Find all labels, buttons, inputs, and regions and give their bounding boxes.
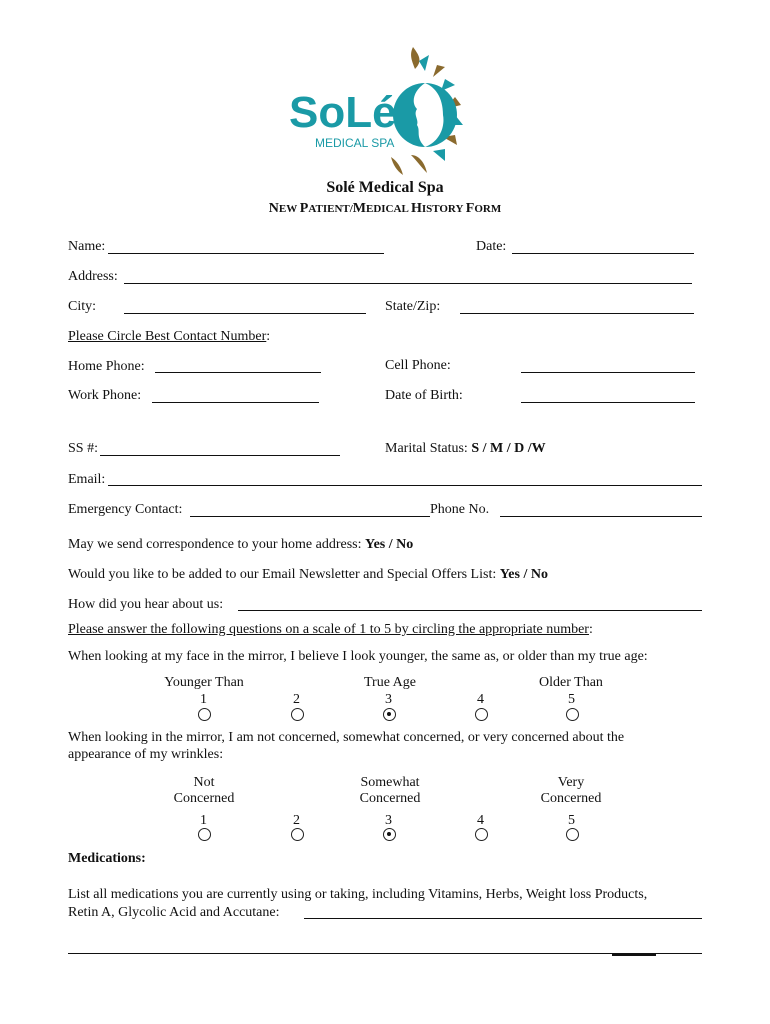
hear-about-label: How did you hear about us: <box>68 597 224 612</box>
phone-no-label: Phone No. <box>430 502 490 517</box>
question-2-line-2: appearance of my wrinkles: <box>68 747 224 762</box>
ss-field[interactable] <box>100 455 340 456</box>
email-label: Email: <box>68 472 106 487</box>
logo-sub-text: MEDICAL SPA <box>315 136 395 150</box>
q2-label-very: Very Concerned <box>540 775 602 806</box>
home-phone-field[interactable] <box>155 372 321 373</box>
newsletter-options[interactable]: Yes / No <box>499 567 548 582</box>
q1-number-4: 4 <box>477 692 484 707</box>
q1-number-3: 3 <box>385 692 392 707</box>
logo <box>285 45 485 180</box>
dob-label: Date of Birth: <box>385 388 463 403</box>
form-subtitle: NEW PATIENT/MEDICAL HISTORY FORM <box>268 201 502 216</box>
scale-prompt: Please answer the following questions on a scale of 1 to 5 by circling the appropriate number: <box>68 622 593 637</box>
correspondence-options[interactable]: Yes / No <box>365 537 414 552</box>
emergency-contact-label: Emergency Contact: <box>68 502 183 517</box>
state-zip-field[interactable] <box>460 313 694 314</box>
q2-radio-4[interactable] <box>475 828 488 841</box>
q1-number-1: 1 <box>200 692 207 707</box>
address-label: Address: <box>68 269 118 284</box>
q1-label-younger: Younger Than <box>164 675 244 690</box>
q2-number-3: 3 <box>385 813 392 828</box>
logo-brand-text: SoLé <box>289 88 397 137</box>
q2-label-somewhat: Somewhat Concerned <box>359 775 421 806</box>
medications-field-2[interactable] <box>68 953 702 954</box>
q1-radio-1[interactable] <box>198 708 211 721</box>
name-label: Name: <box>68 239 106 254</box>
phone-no-field[interactable] <box>500 516 702 517</box>
q1-label-true-age: True Age <box>364 675 416 690</box>
work-phone-label: Work Phone: <box>68 388 142 403</box>
sun-face-logo-icon <box>285 45 485 180</box>
q1-number-5: 5 <box>568 692 575 707</box>
medications-instructions-1: List all medications you are currently using or taking, including Vitamins, Herbs, Weight loss Products, <box>68 887 648 902</box>
city-label: City: <box>68 299 97 314</box>
q2-number-4: 4 <box>477 813 484 828</box>
q1-radio-2[interactable] <box>291 708 304 721</box>
work-phone-field[interactable] <box>152 402 319 403</box>
q2-number-1: 1 <box>200 813 207 828</box>
q2-label-not-concerned: Not Concerned <box>173 775 235 806</box>
dob-field[interactable] <box>521 402 695 403</box>
contact-prompt: Please Circle Best Contact Number: <box>68 329 271 344</box>
city-field[interactable] <box>124 313 366 314</box>
name-field[interactable] <box>108 253 384 254</box>
newsletter-question: Would you like to be added to our Email Newsletter and Special Offers List: Yes / No <box>68 567 548 582</box>
email-field[interactable] <box>108 485 702 486</box>
ss-label: SS #: <box>68 441 98 456</box>
q2-number-5: 5 <box>568 813 575 828</box>
address-field[interactable] <box>124 283 692 284</box>
marital-status: Marital Status: S / M / D /W <box>385 441 546 456</box>
q2-number-2: 2 <box>293 813 300 828</box>
state-zip-label: State/Zip: <box>385 299 441 314</box>
hear-about-field[interactable] <box>238 610 702 611</box>
cell-phone-label: Cell Phone: <box>385 358 451 373</box>
question-1: When looking at my face in the mirror, I believe I look younger, the same as, or older than my true age: <box>68 649 648 664</box>
marital-options[interactable]: S / M / D /W <box>471 441 546 456</box>
q1-label-older: Older Than <box>539 675 603 690</box>
question-2-line-1: When looking in the mirror, I am not concerned, somewhat concerned, or very concerned about the <box>68 730 625 745</box>
date-label: Date: <box>476 239 507 254</box>
q2-radio-5[interactable] <box>566 828 579 841</box>
q1-radio-4[interactable] <box>475 708 488 721</box>
q2-radio-3[interactable] <box>383 828 396 841</box>
medications-heading: Medications: <box>68 851 146 866</box>
q1-radio-3[interactable] <box>383 708 396 721</box>
medications-field-accent <box>612 954 656 956</box>
emergency-contact-field[interactable] <box>190 516 430 517</box>
page-title: Solé Medical Spa <box>326 179 444 196</box>
cell-phone-field[interactable] <box>521 372 695 373</box>
q2-radio-2[interactable] <box>291 828 304 841</box>
correspondence-question: May we send correspondence to your home address: Yes / No <box>68 537 414 552</box>
date-field[interactable] <box>512 253 694 254</box>
q2-radio-1[interactable] <box>198 828 211 841</box>
medications-instructions-2: Retin A, Glycolic Acid and Accutane: <box>68 905 280 920</box>
q1-number-2: 2 <box>293 692 300 707</box>
home-phone-label: Home Phone: <box>68 359 145 374</box>
medications-field-1[interactable] <box>304 918 702 919</box>
q1-radio-5[interactable] <box>566 708 579 721</box>
